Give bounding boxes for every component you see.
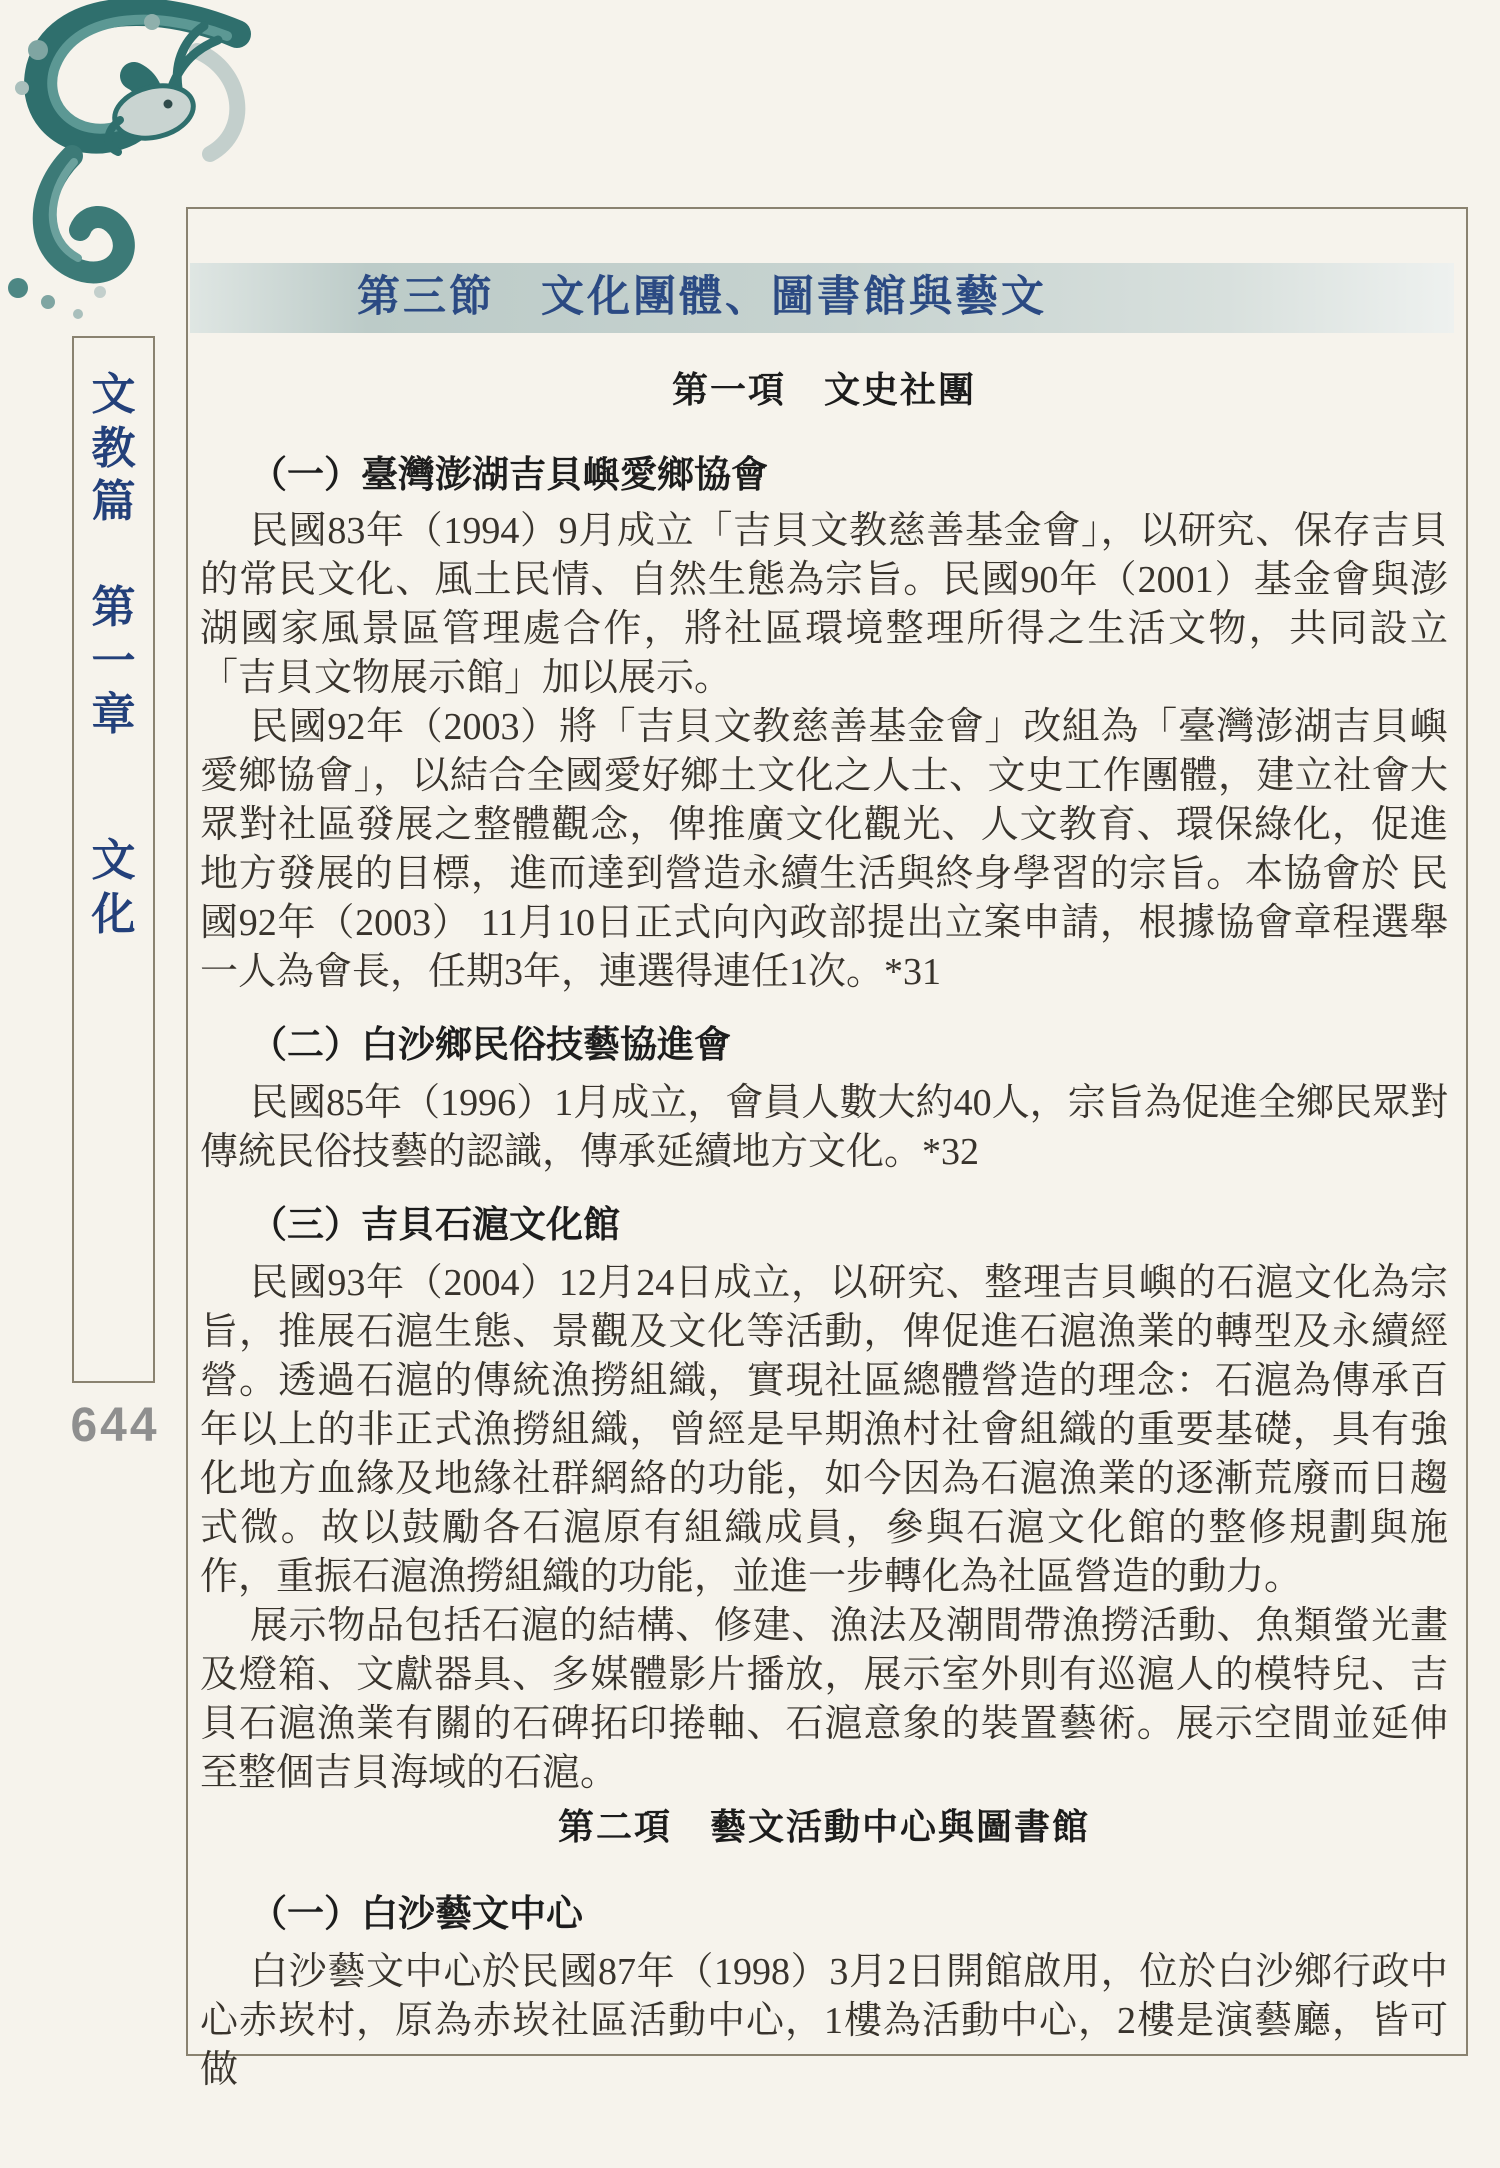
item-1-heading: （一）臺灣澎湖吉貝嶼愛鄉協會 (250, 454, 768, 495)
item-2-paragraph-1: 民國85年（1996）1月成立，會員人數大約40人，宗旨為促進全鄉民眾對傳統民俗技藝的認識，傳承延續地方文化。*32 (200, 1082, 1448, 1173)
item-1-paragraph-2: 民國92年（2003）將「吉貝文教慈善基金會」改組為「臺灣澎湖吉貝嶼愛鄉協會」，以結合全國愛好鄉土文化之人士、文史工作團體，建立社會大眾對社區發展之整體觀念，俾推廣文化觀光、人文教育、環保綠化，促進地方發展的目標，進而達到營造永續生活與終身學習的宗旨。本協會於 民國92年（2003） 11月10日正式向內政部提出立案申請，根據協會章程選舉一人為會長，任期3年，連選得連任1次。*31 (200, 706, 1448, 993)
ornament-bubble (15, 81, 29, 95)
item-4-heading: （一）白沙藝文中心 (250, 1893, 583, 1934)
chapter-tab-part-2: 第一章 (91, 583, 136, 740)
item-3-heading: （三）吉貝石滬文化館 (250, 1204, 620, 1245)
chapter-tab-part-1: 文教篇 (91, 370, 136, 527)
subsection-1-title: 第一項 文史社團 (671, 369, 976, 410)
item-3-paragraph-2: 展示物品包括石滬的結構、修建、漁法及潮間帶漁撈活動、魚類螢光畫及燈箱、文獻器具、多媒體影片播放，展示室外則有巡滬人的模特兒、吉貝石滬漁業有關的石碑拓印捲軸、石滬意象的裝置藝術。展示空間並延伸至整個吉貝海域的石滬。 (200, 1605, 1448, 1794)
ornament-eye (164, 100, 173, 109)
content-border-box (186, 207, 1468, 2091)
ornament-bubble (8, 278, 28, 298)
chapter-tab-part-3: 文化 (91, 836, 136, 939)
item-3-paragraph-1: 民國93年（2004）12月24日成立，以研究、整理吉貝嶼的石滬文化為宗旨，推展石滬生態、景觀及文化等活動，俾促進石滬漁業的轉型及永續經營。透過石滬的傳統漁撈組織，實現社區總體營造的理念：石滬為傳承百年以上的非正式漁撈組織，曾經是早期漁村社會組織的重要基礎，具有強化地方血緣及地緣社群網絡的功能，如今因為石滬漁業的逐漸荒廢而日趨式微。故以鼓勵各石滬原有組織成員，參與石滬文化館的整修規劃與施作，重振石滬漁撈組織的功能，並進一步轉化為社區營造的動力。 (200, 1262, 1448, 1598)
ornament-bubble (28, 40, 48, 60)
page-number: 644 (70, 1399, 160, 1452)
ornament-bubble (94, 286, 106, 298)
ornament-bubble (41, 295, 55, 309)
item-4-paragraph-1: 白沙藝文中心於民國87年（1998）3月2日開館啟用，位於白沙鄉行政中心赤崁村，原為赤崁社區活動中心，1樓為活動中心，2樓是演藝廳，皆可做 (200, 1951, 1448, 2091)
dragon-ornament (2, 0, 312, 336)
ornament-pale-curl (197, 51, 237, 154)
ornament-bubble (144, 14, 160, 30)
margin-chapter-tab (72, 336, 155, 1383)
item-1-paragraph-1: 民國83年（1994）9月成立「吉貝文教慈善基金會」，以研究、保存吉貝的常民文化、風土民情、自然生態為宗旨。民國90年（2001）基金會與澎湖國家風景區管理處合作，將社區環境整理所得之生活文物，共同設立「吉貝文物展示館」加以展示。 (200, 510, 1448, 699)
section-title: 第三節 文化團體、圖書館與藝文 (357, 274, 1047, 321)
ornament-bubble (73, 309, 83, 319)
subsection-2-title: 第二項 藝文活動中心與圖書館 (557, 1806, 1090, 1847)
item-2-heading: （二）白沙鄉民俗技藝協進會 (250, 1024, 731, 1065)
section-banner (190, 263, 1454, 333)
